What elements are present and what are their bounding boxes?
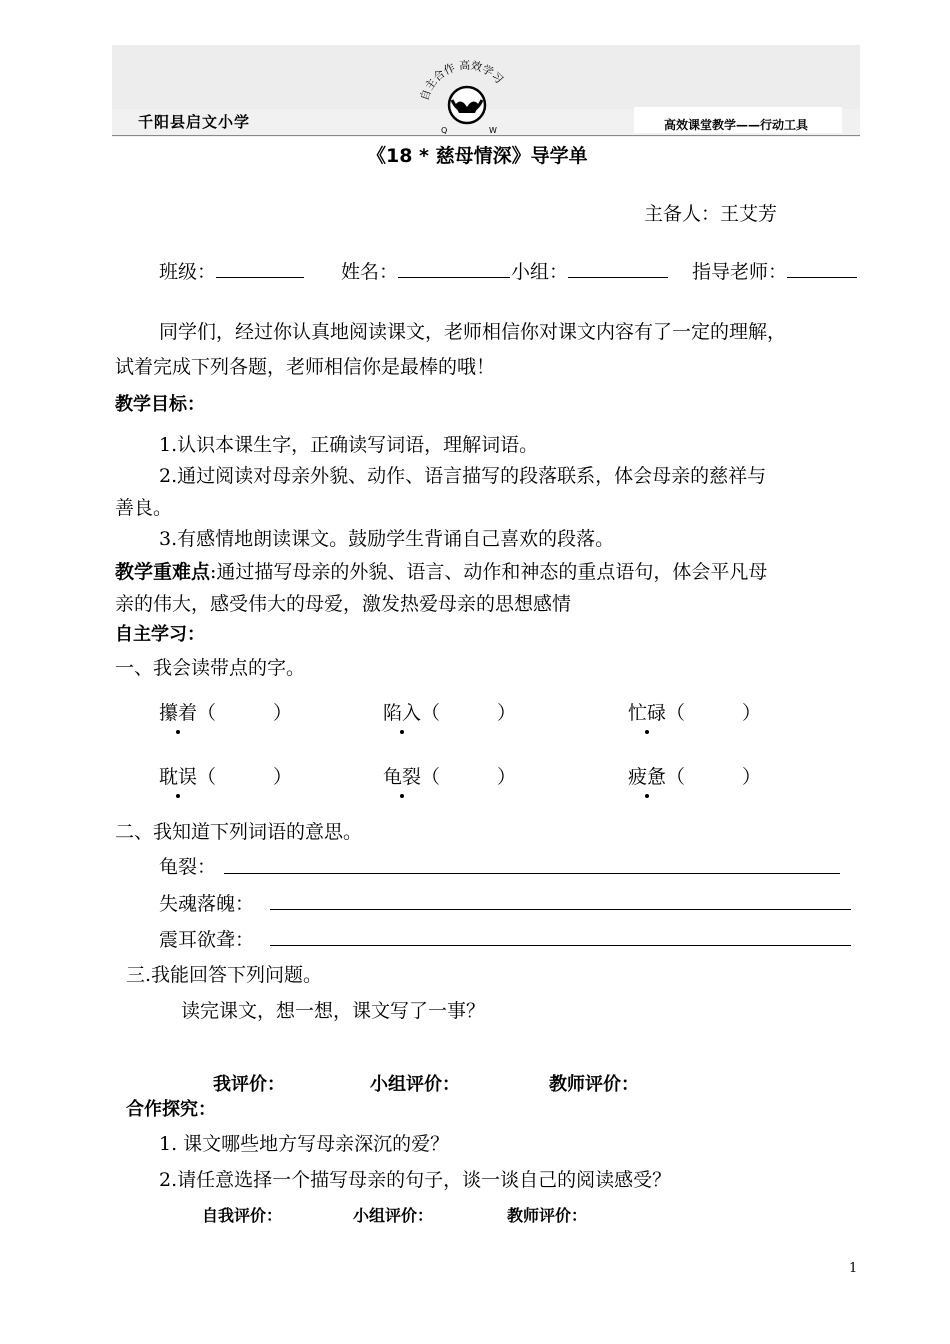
- objective-2-line-2: 善良。: [115, 497, 173, 519]
- cooperation-item-1: 1. 课文哪些地方写母亲深沉的爱？: [159, 1133, 450, 1155]
- school-name: 千阳县启文小学: [138, 113, 251, 131]
- class-field: [159, 257, 304, 284]
- key-points-heading: 教学重难点: [115, 561, 211, 583]
- answer-paren[interactable]: （ ）: [197, 766, 293, 788]
- teacher-label: 指导老师：: [692, 261, 788, 283]
- objective-1: 1.认识本课生字，正确读写词语，理解词语。: [159, 434, 539, 456]
- self-study-heading: 自主学习：: [115, 624, 205, 645]
- teacher-field: [692, 257, 857, 284]
- logo-letter-w: W: [489, 126, 497, 135]
- name-blank[interactable]: [398, 259, 510, 278]
- teacher-evaluation-label: 教师评价：: [549, 1074, 639, 1095]
- objectives-heading: 教学目标：: [115, 394, 205, 415]
- word-text: 忙碌: [628, 698, 666, 725]
- key-points-text: :通过描写母亲的外貌、语言、动作和神态的重点语句，体会平凡母: [210, 561, 768, 583]
- answer-paren[interactable]: （ ）: [666, 766, 762, 788]
- question-2: 二、我知道下列词语的意思。: [115, 821, 363, 843]
- group-blank[interactable]: [568, 259, 668, 278]
- definition-2-line[interactable]: [270, 909, 851, 910]
- teacher-evaluation-label-2: 教师评价：: [507, 1206, 588, 1225]
- answer-paren[interactable]: （ ）: [421, 702, 517, 724]
- objective-2-line-1: 2.通过阅读对母亲外貌、动作、语言描写的段落联系，体会母亲的慈祥与: [159, 465, 767, 487]
- tagline: 高效课堂教学——行动工具: [664, 118, 809, 132]
- definition-2-label: 失魂落魄：: [159, 893, 255, 915]
- word-text: 耽误: [159, 762, 197, 789]
- answer-paren[interactable]: （ ）: [197, 702, 293, 724]
- page-title: 《18 * 慈母情深》导学单: [367, 145, 588, 167]
- word-item: [628, 762, 761, 789]
- banner-divider: [112, 135, 860, 136]
- name-label: 姓名：: [341, 261, 399, 283]
- cooperation-heading: 合作探究：: [126, 1099, 216, 1120]
- logo-letter-q: Q: [441, 126, 448, 135]
- word-item: [159, 762, 292, 789]
- definition-3-label: 震耳欲聋：: [159, 929, 255, 951]
- key-points-line-1: [115, 557, 767, 584]
- group-field: [511, 257, 668, 284]
- answer-paren[interactable]: （ ）: [421, 766, 517, 788]
- group-evaluation-label-2: 小组评价：: [353, 1206, 434, 1225]
- preparer: 主备人：王艾芳: [644, 203, 778, 225]
- definition-3-line[interactable]: [270, 945, 851, 946]
- self-evaluation-label-2: 自我评价：: [202, 1206, 283, 1225]
- word-text: 疲惫: [628, 762, 666, 789]
- page-number: 1: [849, 1261, 858, 1276]
- answer-paren[interactable]: （ ）: [666, 702, 762, 724]
- word-item: [628, 698, 761, 725]
- header-banner: [112, 45, 860, 137]
- logo-text: 自主合作 高效学习: [417, 58, 506, 103]
- school-logo-icon: [405, 51, 529, 135]
- word-item: [159, 698, 292, 725]
- word-text: 攥着: [159, 698, 197, 725]
- word-text: 龟裂: [383, 762, 421, 789]
- intro-line-1: 同学们，经过你认真地阅读课文，老师相信你对课文内容有了一定的理解，: [159, 321, 787, 343]
- intro-line-2: 试着完成下列各题，老师相信你是最棒的哦！: [115, 356, 496, 378]
- word-text: 陷入: [383, 698, 421, 725]
- teacher-blank[interactable]: [787, 259, 857, 278]
- question-3: 三.我能回答下列问题。: [126, 964, 323, 986]
- group-label: 小组：: [511, 261, 569, 283]
- definition-1-line[interactable]: [224, 873, 840, 874]
- word-item: [383, 698, 516, 725]
- cooperation-item-2: 2.请任意选择一个描写母亲的句子，谈一谈自己的阅读感受？: [159, 1169, 672, 1191]
- class-blank[interactable]: [216, 259, 304, 278]
- word-item: [383, 762, 516, 789]
- name-field: [341, 257, 510, 284]
- objective-3: 3.有感情地朗读课文。鼓励学生背诵自己喜欢的段落。: [159, 528, 615, 550]
- question-3-text: 读完课文，想一想，课文写了一事？: [181, 1000, 486, 1022]
- self-evaluation-label: 我评价：: [213, 1074, 285, 1095]
- question-1: 一、我会读带点的字。: [115, 657, 306, 679]
- definition-1-label: 龟裂：: [159, 856, 217, 878]
- key-points-line-2: 亲的伟大，感受伟大的母爱，激发热爱母亲的思想感情: [115, 593, 572, 615]
- class-label: 班级：: [159, 261, 217, 283]
- group-evaluation-label: 小组评价：: [370, 1074, 460, 1095]
